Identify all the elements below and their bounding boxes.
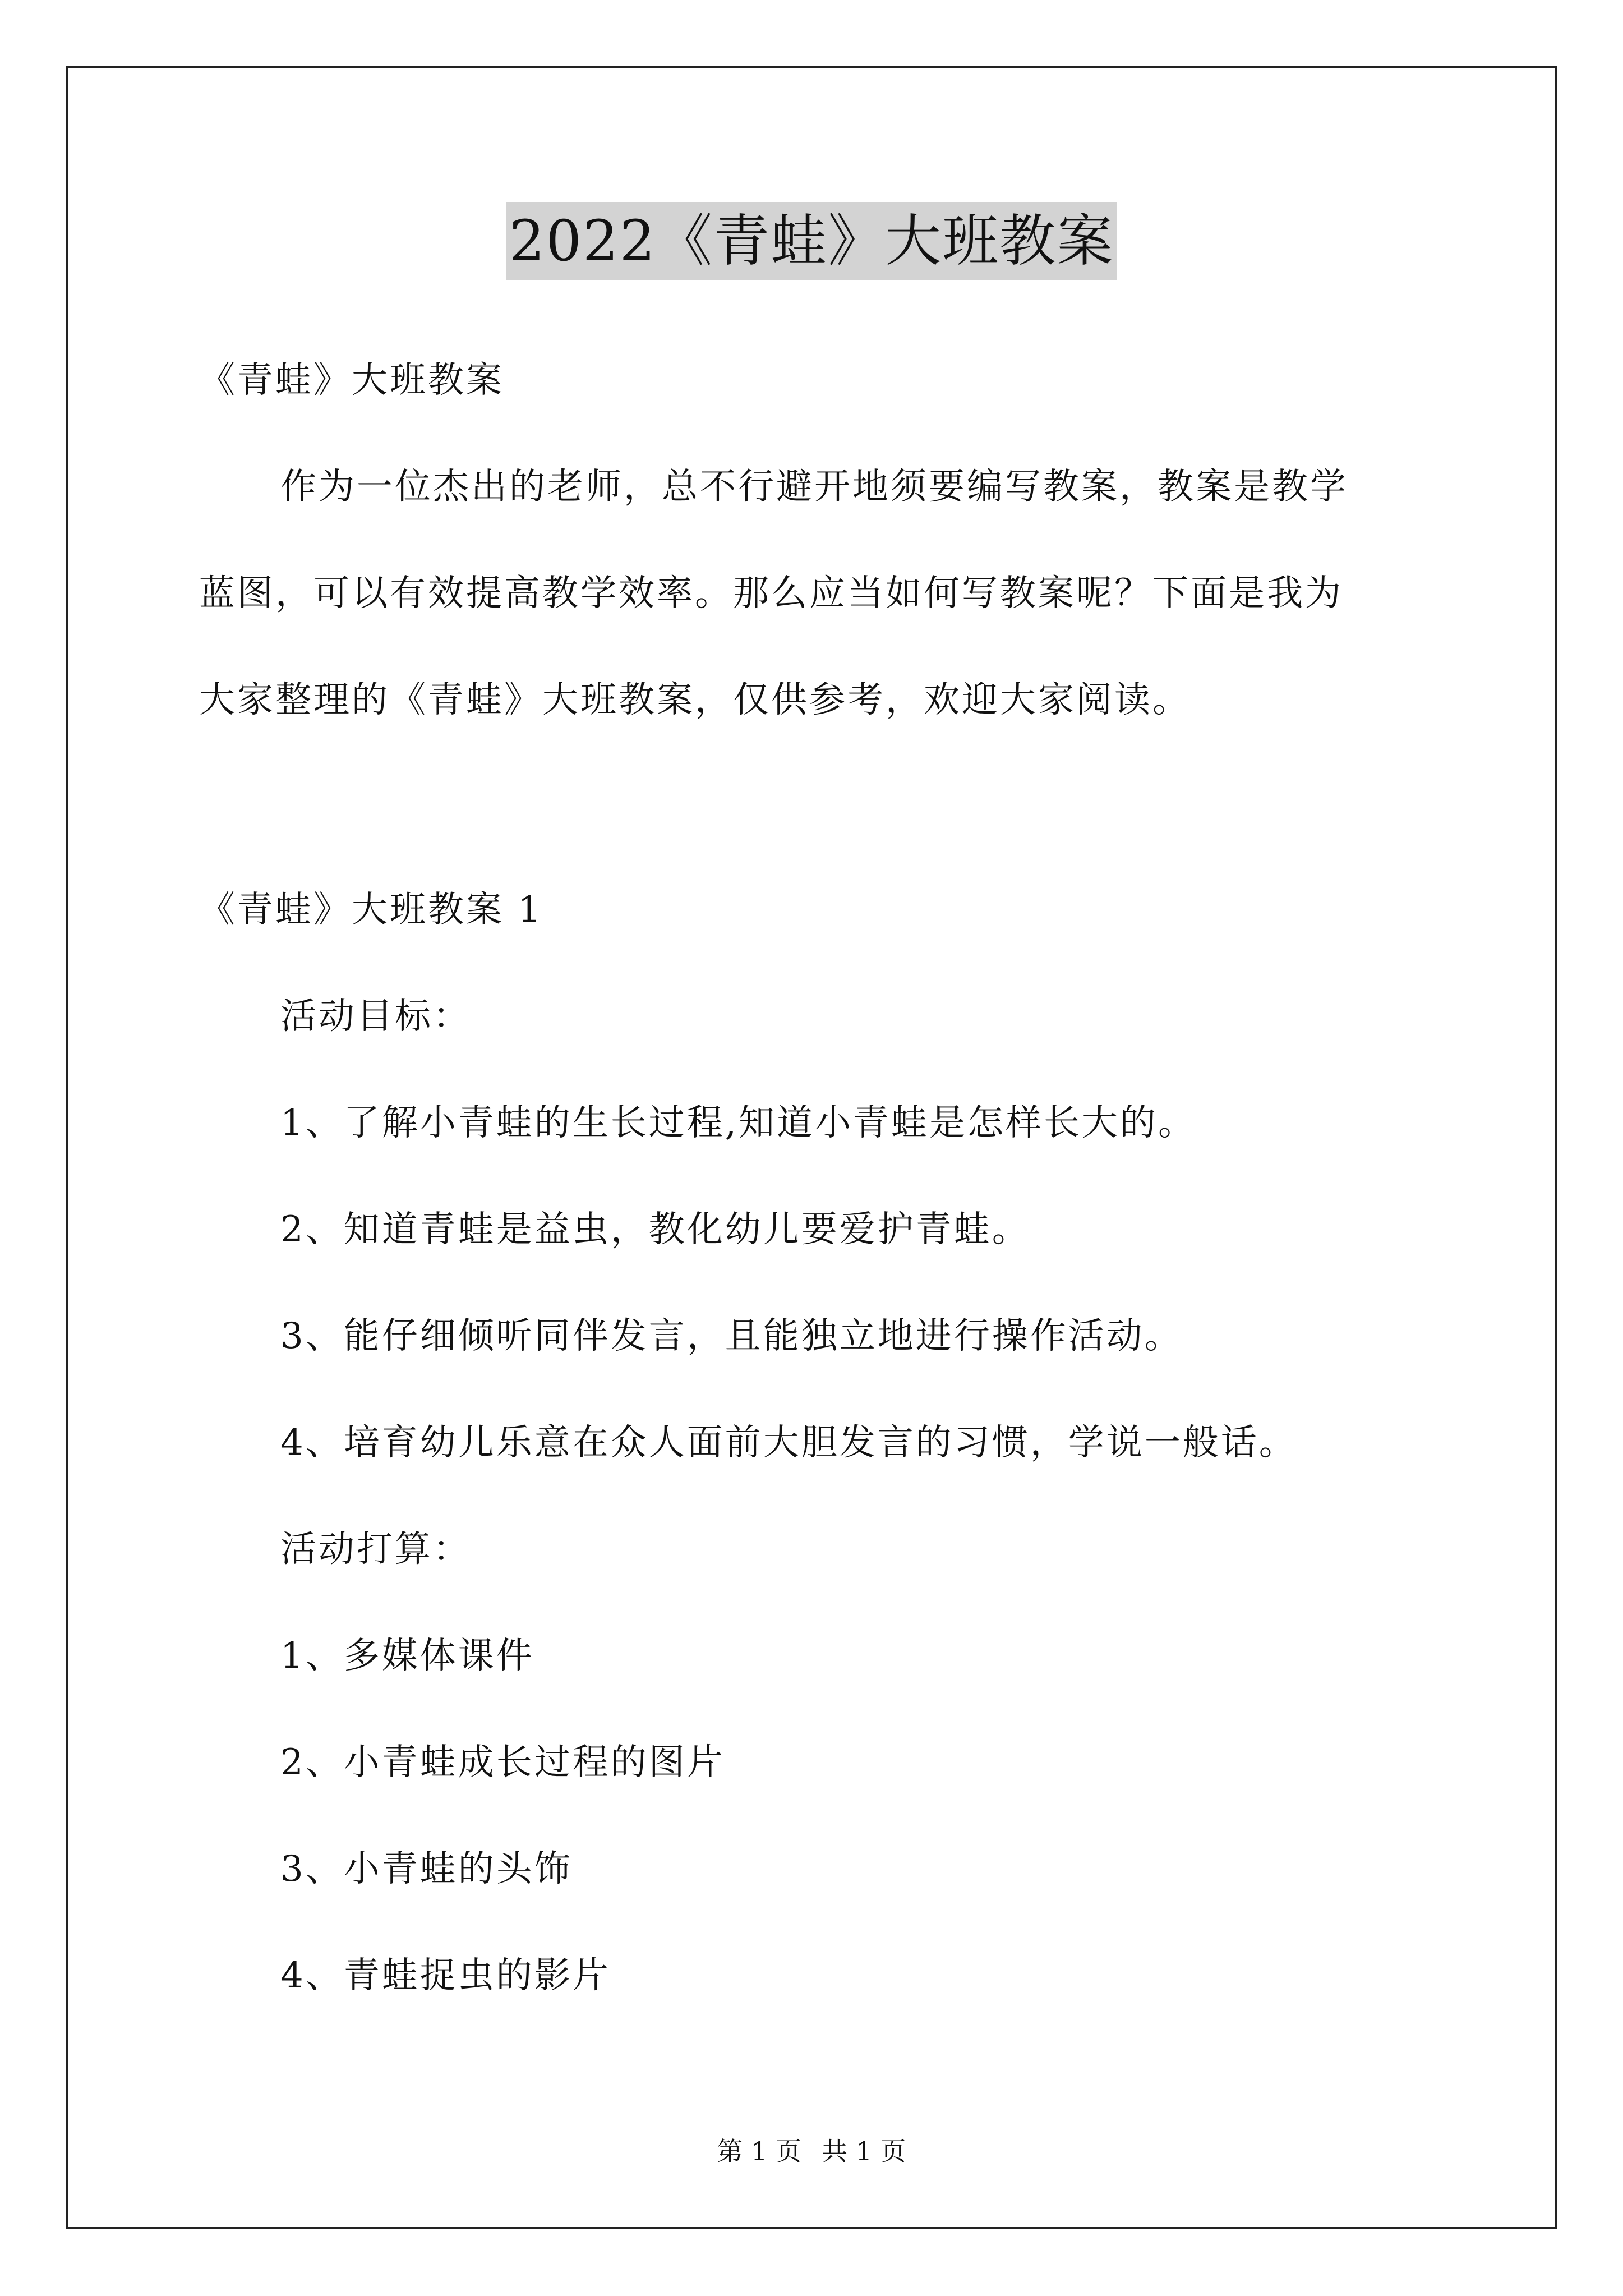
goal-item-4: 4、培育幼儿乐意在众人面前大胆发言的习惯，学说一般话。 xyxy=(280,1422,1297,1464)
prep-item-4: 4、青蛙捉虫的影片 xyxy=(280,1955,611,1996)
title-container xyxy=(0,202,1623,280)
prep-item-1: 1、多媒体课件 xyxy=(280,1635,534,1677)
page-total: 共 1 页 xyxy=(822,2136,906,2166)
prep-label: 活动打算： xyxy=(280,1529,471,1570)
section-heading: 《青蛙》大班教案 1 xyxy=(199,889,543,931)
page-footer xyxy=(0,2134,1623,2168)
document-subtitle: 《青蛙》大班教案 xyxy=(199,360,504,401)
document-title: 2022《青蛙》大班教案 xyxy=(506,202,1118,280)
goal-item-3: 3、能仔细倾听同伴发言，且能独立地进行操作活动。 xyxy=(280,1315,1183,1357)
goals-label: 活动目标： xyxy=(280,996,471,1037)
goal-item-1: 1、了解小青蛙的生长过程,知道小青蛙是怎样长大的。 xyxy=(280,1102,1197,1144)
intro-line-1: 作为一位杰出的老师，总不行避开地须要编写教案，教案是教学 xyxy=(280,466,1348,508)
prep-item-3: 3、小青蛙的头饰 xyxy=(280,1848,573,1890)
prep-item-2: 2、小青蛙成长过程的图片 xyxy=(280,1742,725,1783)
page-number: 第 1 页 xyxy=(717,2136,801,2166)
intro-line-3: 大家整理的《青蛙》大班教案，仅供参考，欢迎大家阅读。 xyxy=(199,679,1191,721)
goal-item-2: 2、知道青蛙是益虫，教化幼儿要爱护青蛙。 xyxy=(280,1209,1030,1250)
intro-line-2: 蓝图，可以有效提高教学效率。那么应当如何写教案呢？下面是我为 xyxy=(199,573,1343,614)
